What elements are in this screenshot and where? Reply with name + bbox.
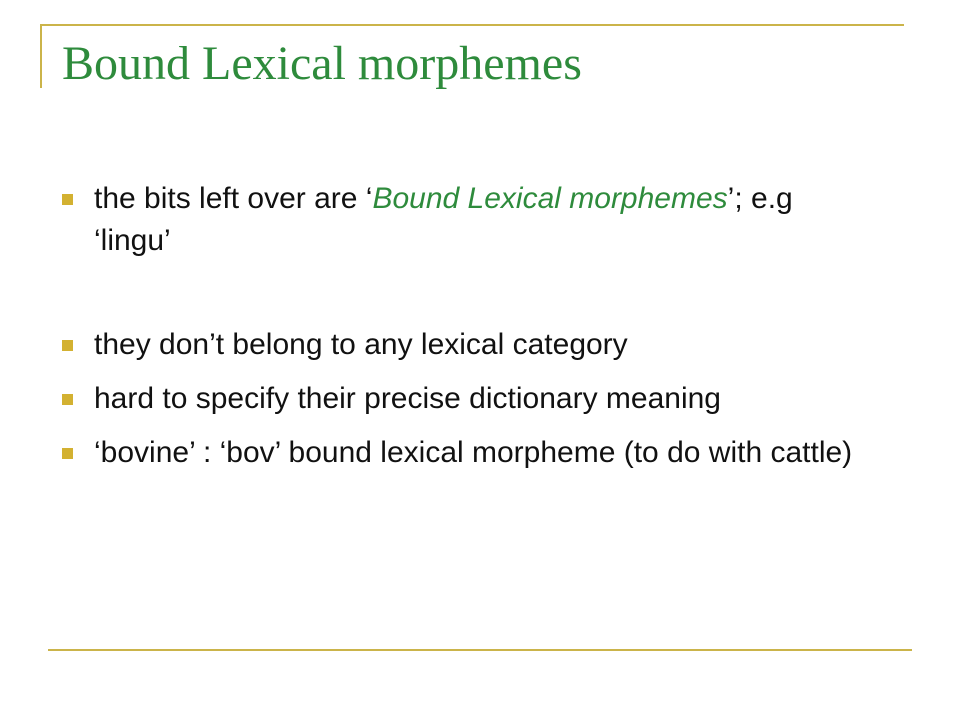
bullet-item-bovine-example bbox=[62, 432, 862, 474]
bullet-list bbox=[62, 178, 862, 474]
top-rule bbox=[40, 24, 904, 26]
square-bullet-icon bbox=[62, 394, 73, 405]
bullet-item-bound-lexical-morphemes bbox=[62, 178, 862, 262]
bottom-rule bbox=[48, 649, 912, 651]
bullet-text: they don’t belong to any lexical category bbox=[94, 328, 628, 361]
bullet-text: hard to specify their precise dictionary meaning bbox=[94, 382, 721, 415]
square-bullet-icon bbox=[62, 194, 73, 205]
bullet-text-prefix: the bits left over are ‘ bbox=[94, 182, 373, 215]
left-rule bbox=[40, 24, 42, 88]
bullet-text: ‘bovine’ : ‘bov’ bound lexical morpheme (to do with cattle) bbox=[94, 436, 853, 469]
bullet-text-suffix: ’; e.g ‘lingu’ bbox=[94, 182, 793, 257]
slide-title: Bound Lexical morphemes bbox=[62, 37, 582, 90]
square-bullet-icon bbox=[62, 340, 73, 351]
bullet-item-no-lexical-category bbox=[62, 324, 862, 366]
square-bullet-icon bbox=[62, 448, 73, 459]
bullet-item-dictionary-meaning bbox=[62, 378, 862, 420]
emphasized-term: Bound Lexical morphemes bbox=[372, 182, 728, 215]
